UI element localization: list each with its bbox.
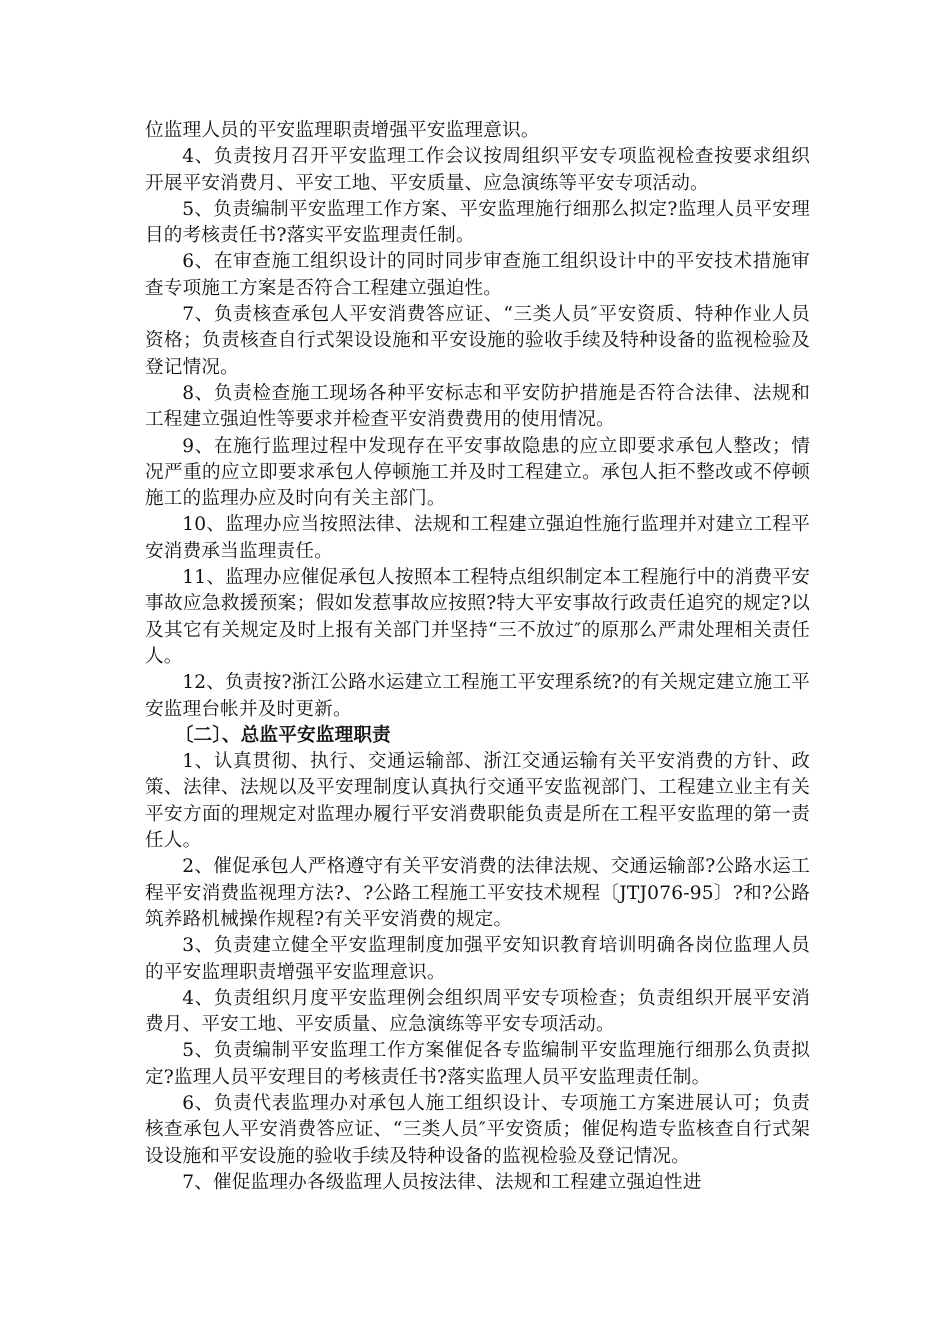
- paragraph-15: 5、负责编制平安监理工作方案催促各专监编制平安监理施行细那么负责拟定?监理人员平安理目的考核责任书?落实监理人员平安监理责任制。: [145, 1040, 810, 1088]
- paragraph-5: 7、负责核查承包人平安消费答应证、“三类人员″平安资质、特种作业人员资格；负责核查自行式架设设施和平安设施的验收手续及特种设备的监视检验及登记情况。: [145, 304, 810, 378]
- paragraph-4: 6、在审查施工组织设计的同时同步审查施工组织设计中的平安技术措施审查专项施工方案是否符合工程建立强迫性。: [145, 251, 810, 299]
- paragraph-9: 11、监理办应催促承包人按照本工程特点组织制定本工程施行中的消费平安事故应急救援预案；假如发惹事故应按照?特大平安事故行政责任追究的规定?以及其它有关规定及时上报有关部门并坚持“三不放过″的原那么严肃处理相关责任人。: [145, 567, 810, 667]
- paragraph-3: 5、负责编制平安监理工作方案、平安监理施行细那么拟定?监理人员平安理目的考核责任书?落实平安监理责任制。: [145, 198, 810, 247]
- paragraph-10: 12、负责按?浙江公路水运建立工程施工平安理系统?的有关规定建立施工平安监理台帐并及时更新。: [145, 672, 810, 720]
- paragraph-1: 位监理人员的平安监理职责增强平安监理意识。: [145, 120, 540, 141]
- paragraph-13: 3、负责建立健全平安监理制度加强平安知识教育培训明确各岗位监理人员的平安监理职责增强平安监理意识。: [145, 935, 810, 983]
- paragraph-17: 7、催促监理办各级监理人员按法律、法规和工程建立强迫性进: [182, 1171, 702, 1193]
- paragraph-2: 4、负责按月召开平安监理工作会议按周组织平安专项监视检查按要求组织开展平安消费月、平安工地、平安质量、应急演练等平安专项活动。: [145, 146, 810, 194]
- paragraph-6: 8、负责检查施工现场各种平安标志和平安防护措施是否符合法律、法规和工程建立强迫性等要求并检查平安消费费用的使用情况。: [145, 382, 810, 431]
- paragraph-14: 4、负责组织月度平安监理例会组织周平安专项检查；负责组织开展平安消费月、平安工地、平安质量、应急演练等平安专项活动。: [145, 987, 810, 1036]
- paragraph-8: 10、监理办应当按照法律、法规和工程建立强迫性施行监理并对建立工程平安消费承当监理责任。: [145, 514, 810, 562]
- paragraph-16: 6、负责代表监理办对承包人施工组织设计、专项施工方案进展认可；负责核查承包人平安消费答应证、“三类人员″平安资质；催促构造专监核查自行式架设设施和平安设施的验收手续及特种设备的监视检验及登记情况。: [145, 1092, 810, 1167]
- paragraph-12: 2、催促承包人严格遵守有关平安消费的法律法规、交通运输部?公路水运工程平安消费监视理方法?、?公路工程施工平安技术规程〔JTJ076-95〕?和?公路筑养路机械操作规程?有关平安消费的规定。: [145, 856, 810, 930]
- paragraph-7: 9、在施行监理过程中发现存在平安事故隐患的应立即要求承包人整改；情况严重的应立即要求承包人停顿施工并及时工程建立。承包人拒不整改或不停顿施工的监理办应及时向有关主部门。: [145, 435, 810, 510]
- paragraph-11: 1、认真贯彻、执行、交通运输部、浙江交通运输有关平安消费的方针、政策、法律、法规以及平安理制度认真执行交通平安监视部门、工程建立业主有关平安方面的理规定对监理办履行平安消费职能负责是所在工程平安监理的第一责任人。: [145, 751, 810, 852]
- document-body: [145, 118, 810, 1196]
- section-heading: 〔二〕、总监平安监理职责: [174, 724, 391, 746]
